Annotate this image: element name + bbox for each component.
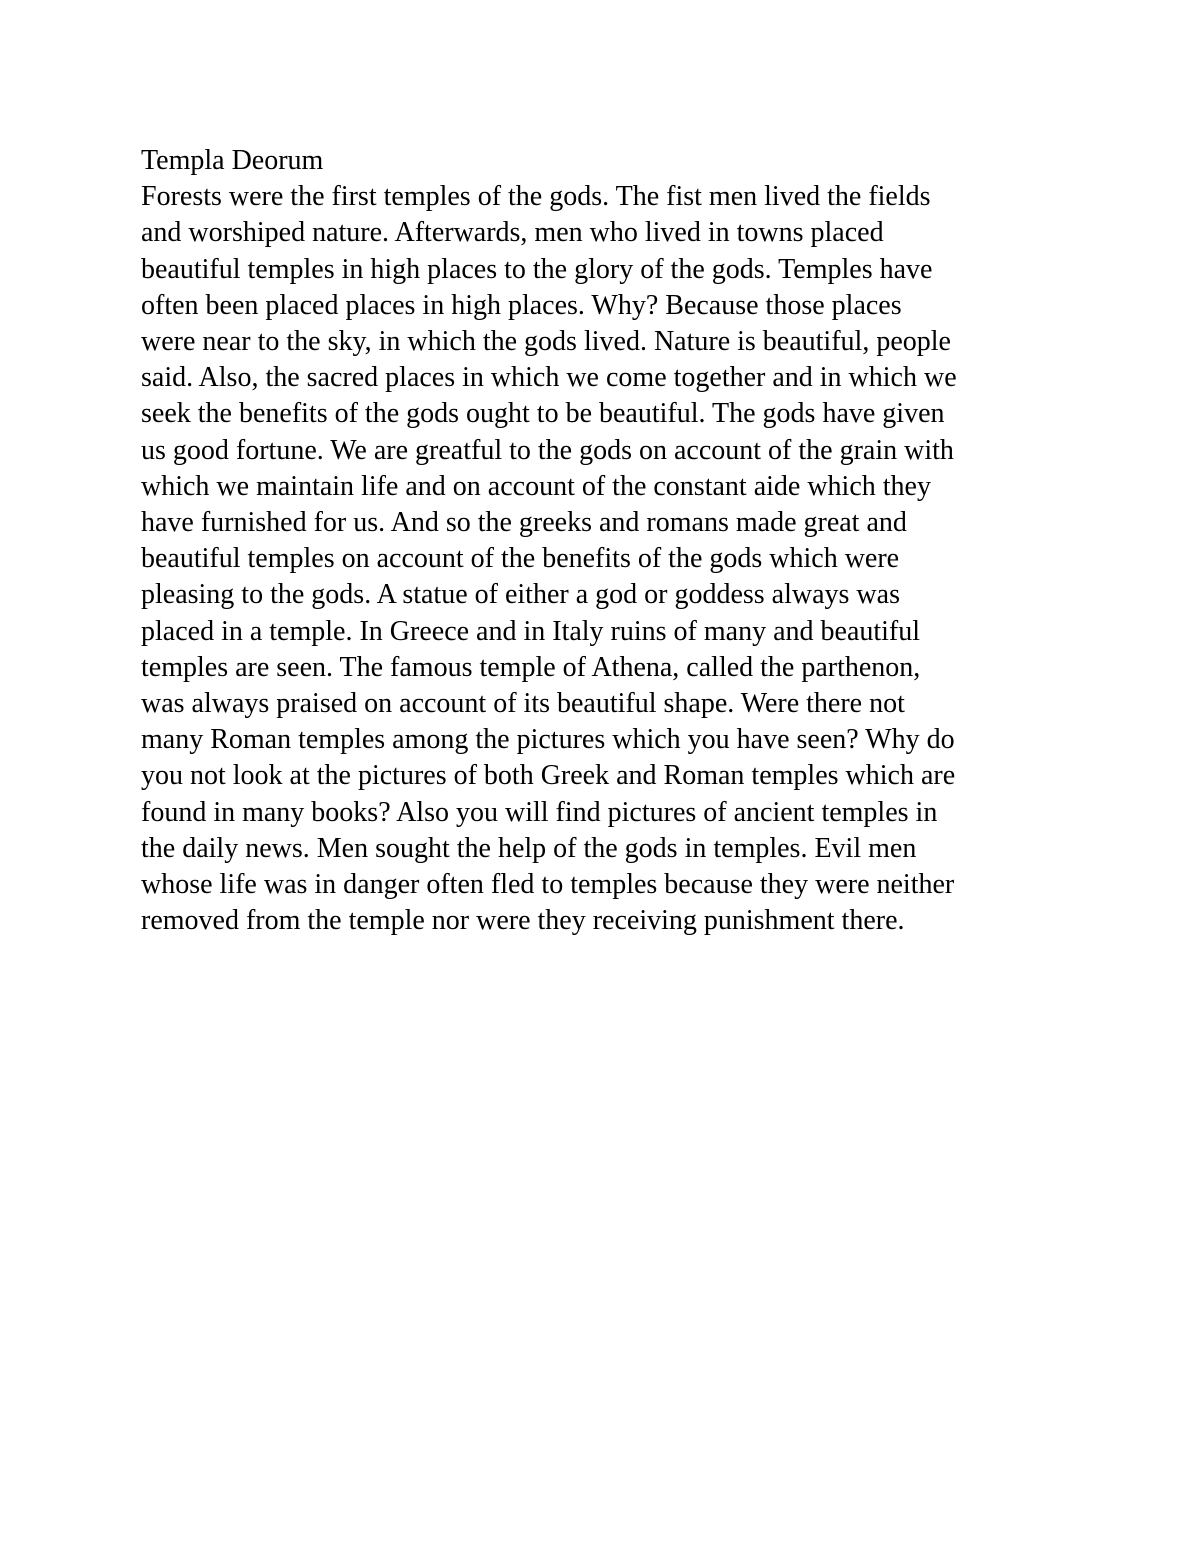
- text-line: were near to the sky, in which the gods lived. Nature is beautiful, people: [141, 326, 951, 358]
- text-line: the daily news. Men sought the help of the gods in temples. Evil men: [141, 832, 917, 864]
- text-line: was always praised on account of its beautiful shape. Were there not: [141, 688, 905, 720]
- text-line: beautiful temples on account of the benefits of the gods which were: [141, 543, 900, 575]
- text-line: which we maintain life and on account of the constant aide which they: [141, 470, 931, 502]
- text-line: often been placed places in high places. Why? Because those places: [141, 289, 902, 321]
- text-line: seek the benefits of the gods ought to be beautiful. The gods have given: [141, 398, 945, 430]
- text-line: and worshiped nature. Afterwards, men who lived in towns placed: [141, 217, 884, 249]
- text-line: temples are seen. The famous temple of Athena, called the parthenon,: [141, 651, 921, 683]
- text-line: beautiful temples in high places to the glory of the gods. Temples have: [141, 253, 933, 285]
- document-body: [141, 143, 1081, 939]
- text-line: pleasing to the gods. A statue of either a god or goddess always was: [141, 579, 900, 611]
- text-line: us good fortune. We are greatful to the gods on account of the grain with: [141, 434, 954, 466]
- text-line: removed from the temple nor were they receiving punishment there.: [141, 905, 905, 937]
- text-line: many Roman temples among the pictures which you have seen? Why do: [141, 724, 955, 756]
- text-line: Forests were the first temples of the gods. The fist men lived the fields: [141, 181, 931, 213]
- text-line: placed in a temple. In Greece and in Italy ruins of many and beautiful: [141, 615, 921, 647]
- text-line: whose life was in danger often fled to temples because they were neither: [141, 869, 955, 901]
- text-line: found in many books? Also you will find pictures of ancient temples in: [141, 796, 938, 828]
- text-line: you not look at the pictures of both Greek and Roman temples which are: [141, 760, 956, 792]
- document-title: Templa Deorum: [141, 145, 324, 176]
- text-line: said. Also, the sacred places in which we come together and in which we: [141, 362, 957, 394]
- text-line: have furnished for us. And so the greeks and romans made great and: [141, 507, 907, 539]
